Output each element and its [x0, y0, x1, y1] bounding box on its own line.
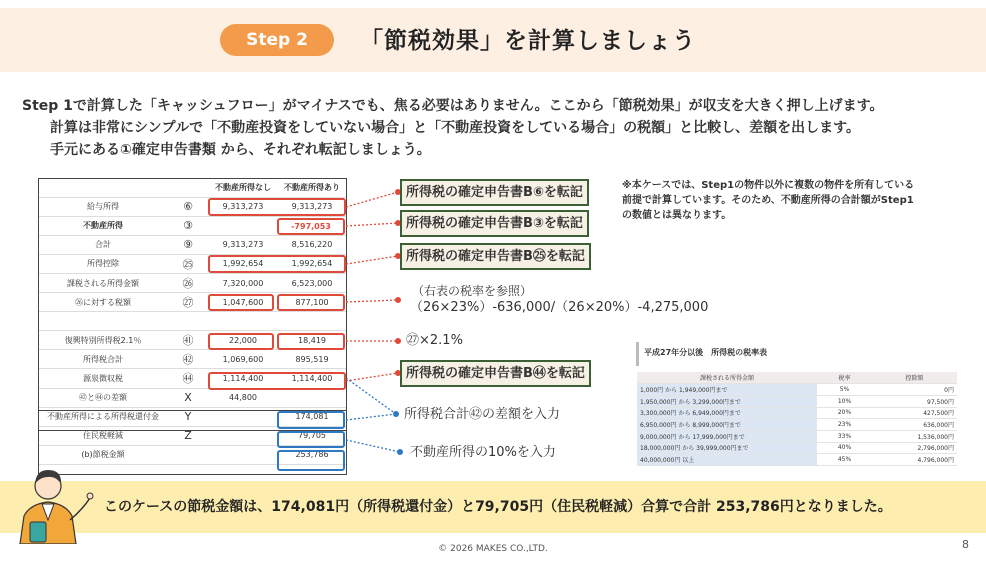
- connector-dot: [395, 338, 401, 344]
- table-row: 9,000,000円 から 17,999,000円まで 33% 1,536,000円: [637, 430, 957, 442]
- table-row: 不動産所得による所得税還付金 Y 174,081: [38, 407, 346, 426]
- table-row: (b)節税金額 253,786: [38, 445, 346, 464]
- table-row: 3,300,000円 から 6,949,000円まで 20% 427,500円: [637, 407, 957, 419]
- copyright: © 2026 MAKES CO.,LTD.: [438, 544, 548, 554]
- table-row: 所得税合計 ㊷ 1,069,600 895,519: [38, 350, 346, 369]
- header-no-real-estate: 不動産所得なし: [208, 178, 278, 197]
- intro-line-1: Step 1で計算した「キャッシュフロー」がマイナスでも、焦る必要はありません。ここから「節税効果」が収支を大きく押し上げます。: [22, 98, 884, 114]
- refund-input-note: 所得税合計㊷の差額を入力: [404, 407, 561, 422]
- table-row: 18,000,000円 から 39,999,000円まで 40% 2,796,000円: [637, 442, 957, 454]
- callout-transcribe-b25: 所得税の確定申告書B㉕を転記: [400, 243, 591, 270]
- intro-line-3: 手元にある①確定申告書類 から、それぞれ転記しましょう。: [50, 142, 431, 158]
- table-row: 課税される所得金額 ㉖ 7,320,000 6,523,000: [38, 273, 346, 292]
- page-title: 「節税効果」を計算しましょう: [360, 28, 696, 54]
- calc-formula: （26×23%）-636,000/（26×20%）-4,275,000: [410, 300, 709, 315]
- callout-transcribe-b3: 所得税の確定申告書B③を転記: [400, 210, 589, 237]
- table-row: ㉖に対する税額 ㉗ 1,047,600 877,100: [38, 293, 346, 312]
- connector-dot: [393, 411, 399, 417]
- intro-line-2: 計算は非常にシンプルで「不動産投資をしていない場合」と「不動産投資をしている場合」の税額」と比較し、差額を出します。: [50, 120, 860, 136]
- table-row: 40,000,000円 以上 45% 4,796,000円: [637, 454, 957, 466]
- rate-table-accent: [636, 342, 639, 366]
- callout-transcribe-b6: 所得税の確定申告書B⑥を転記: [400, 179, 589, 206]
- rate-table-header: 課税される所得金額 税率 控除額: [637, 372, 957, 384]
- resident-tax-input-note: 不動産所得の10%を入力: [410, 445, 556, 460]
- rate-table-title: 平成27年分以後 所得税の税率表: [644, 348, 768, 357]
- case-note: ※本ケースでは、Step1の物件以外に複数の物件を所有している 前提で計算しています。そのため、不動産所得の合計額がStep1 の数値とは異なります。: [622, 180, 915, 221]
- table-row: 給与所得 ⑥ 9,313,273 9,313,273: [38, 197, 346, 216]
- summary-text: このケースの節税金額は、174,081円（所得税還付金）と79,705円（住民税軽減）合算で合計 253,786円となりました。: [104, 499, 892, 515]
- table-row: 6,950,000円 から 8,999,000円まで 23% 636,000円: [637, 419, 957, 431]
- header-with-real-estate: 不動産所得あり: [278, 178, 346, 197]
- table-row: 源泉徴収税 ㊹ 1,114,400 1,114,400: [38, 369, 346, 388]
- table-row: 不動産所得 ③: [38, 216, 346, 235]
- connector-dot: [397, 449, 403, 455]
- tax-rate-table: [637, 372, 957, 466]
- summary-total: 合計 253,786円: [683, 499, 794, 515]
- table-row: 1,000円 から 1,949,000円まで 5% 0円: [637, 384, 957, 396]
- table-row: 住民税軽減 Z 79,705: [38, 426, 346, 445]
- person-illustration-icon: [10, 458, 94, 544]
- table-row: 所得控除 ㉕ 1,992,654 1,992,654: [38, 254, 346, 273]
- table-row: 合計 ⑨ 9,313,273 8,516,220: [38, 235, 346, 254]
- table-row: 1,950,000円 から 3,299,000円まで 10% 97,500円: [637, 395, 957, 407]
- calc-note: （右表の税率を参照）: [412, 284, 533, 298]
- table-row: ㊷と㊹の差額 X 44,800: [38, 388, 346, 407]
- step-badge: Step 2: [220, 24, 334, 56]
- callout-transcribe-b44: 所得税の確定申告書B㊹を転記: [400, 360, 591, 387]
- table-row: 復興特別所得税2.1％ ㊶ 22,000 18,419: [38, 331, 346, 350]
- reconstruction-rate-note: ㉗×2.1%: [406, 333, 463, 348]
- connector-dot: [395, 297, 401, 303]
- real-estate-income-value: -797,053: [291, 222, 331, 231]
- page-number: 8: [962, 538, 969, 551]
